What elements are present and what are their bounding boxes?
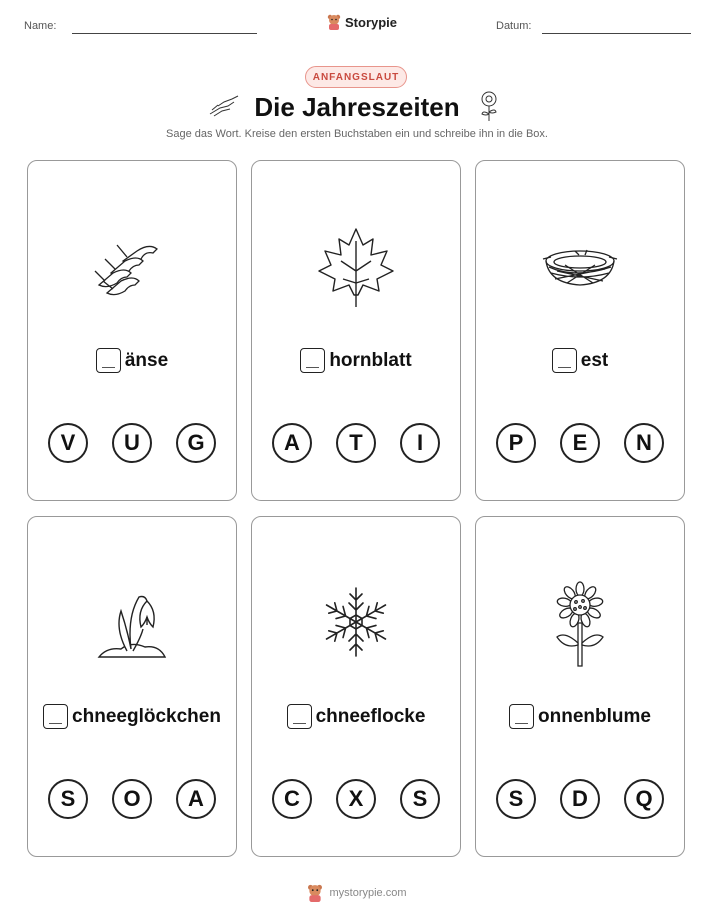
letter-choice[interactable]: A <box>272 423 312 463</box>
answer-box[interactable] <box>300 348 325 373</box>
answer-box[interactable] <box>552 348 577 373</box>
date-label: Datum: <box>496 20 532 32</box>
letter-choice[interactable]: D <box>560 779 600 819</box>
answer-box[interactable] <box>96 348 121 373</box>
footer <box>0 884 714 902</box>
letter-choice[interactable]: S <box>496 779 536 819</box>
name-line[interactable] <box>72 33 257 34</box>
answer-box[interactable] <box>287 704 312 729</box>
word-card <box>251 516 461 857</box>
word-with-blank <box>476 348 684 373</box>
geese-icon <box>87 221 177 311</box>
word-card <box>27 516 237 857</box>
page-title: Die Jahreszeiten <box>254 92 460 122</box>
letter-choice[interactable]: S <box>400 779 440 819</box>
letter-choice[interactable]: N <box>624 423 664 463</box>
category-badge: ANFANGSLAUT <box>305 66 407 88</box>
bear-icon <box>327 14 341 30</box>
word-rest: chneeglöckchen <box>72 705 221 727</box>
letter-choice[interactable]: S <box>48 779 88 819</box>
maple-leaf-icon <box>311 221 401 311</box>
brand-logo <box>327 14 397 30</box>
word-with-blank <box>252 704 460 729</box>
word-rest: chneeflocke <box>315 705 426 727</box>
word-card <box>475 160 685 501</box>
letter-choice[interactable]: E <box>560 423 600 463</box>
letter-choice[interactable]: O <box>112 779 152 819</box>
letter-choice[interactable]: A <box>176 779 216 819</box>
letter-choice[interactable]: Q <box>624 779 664 819</box>
word-with-blank <box>252 348 460 373</box>
sunflower-icon <box>535 577 625 667</box>
snowflake-icon <box>311 577 401 667</box>
bear-icon <box>307 884 323 902</box>
letter-choice[interactable]: C <box>272 779 312 819</box>
word-rest: änse <box>124 349 169 371</box>
word-with-blank <box>28 348 236 373</box>
letter-choice[interactable]: X <box>336 779 376 819</box>
word-card <box>27 160 237 501</box>
word-rest: onnenblume <box>538 705 651 727</box>
date-line[interactable] <box>542 33 691 34</box>
word-card <box>475 516 685 857</box>
instructions: Sage das Wort. Kreise den ersten Buchstaben ein und schreibe ihn in die Box. <box>166 128 548 140</box>
word-with-blank <box>28 704 236 729</box>
nest-icon <box>535 221 625 311</box>
letter-choice[interactable]: V <box>48 423 88 463</box>
snowdrop-icon <box>87 577 177 667</box>
letter-choice[interactable]: G <box>176 423 216 463</box>
brand-name: Storypie <box>345 14 398 30</box>
letter-choice[interactable]: U <box>112 423 152 463</box>
letter-choice[interactable]: I <box>400 423 440 463</box>
letter-choice[interactable]: T <box>336 423 376 463</box>
word-card <box>251 160 461 501</box>
answer-box[interactable] <box>43 704 68 729</box>
footer-url[interactable]: mystorypie.com <box>329 887 407 899</box>
letter-choice[interactable]: P <box>496 423 536 463</box>
word-with-blank <box>476 704 684 729</box>
name-label: Name: <box>24 20 57 32</box>
answer-box[interactable] <box>509 704 534 729</box>
flower-decoration-icon <box>478 90 500 122</box>
word-rest: est <box>580 349 609 371</box>
word-rest: hornblatt <box>329 349 412 371</box>
